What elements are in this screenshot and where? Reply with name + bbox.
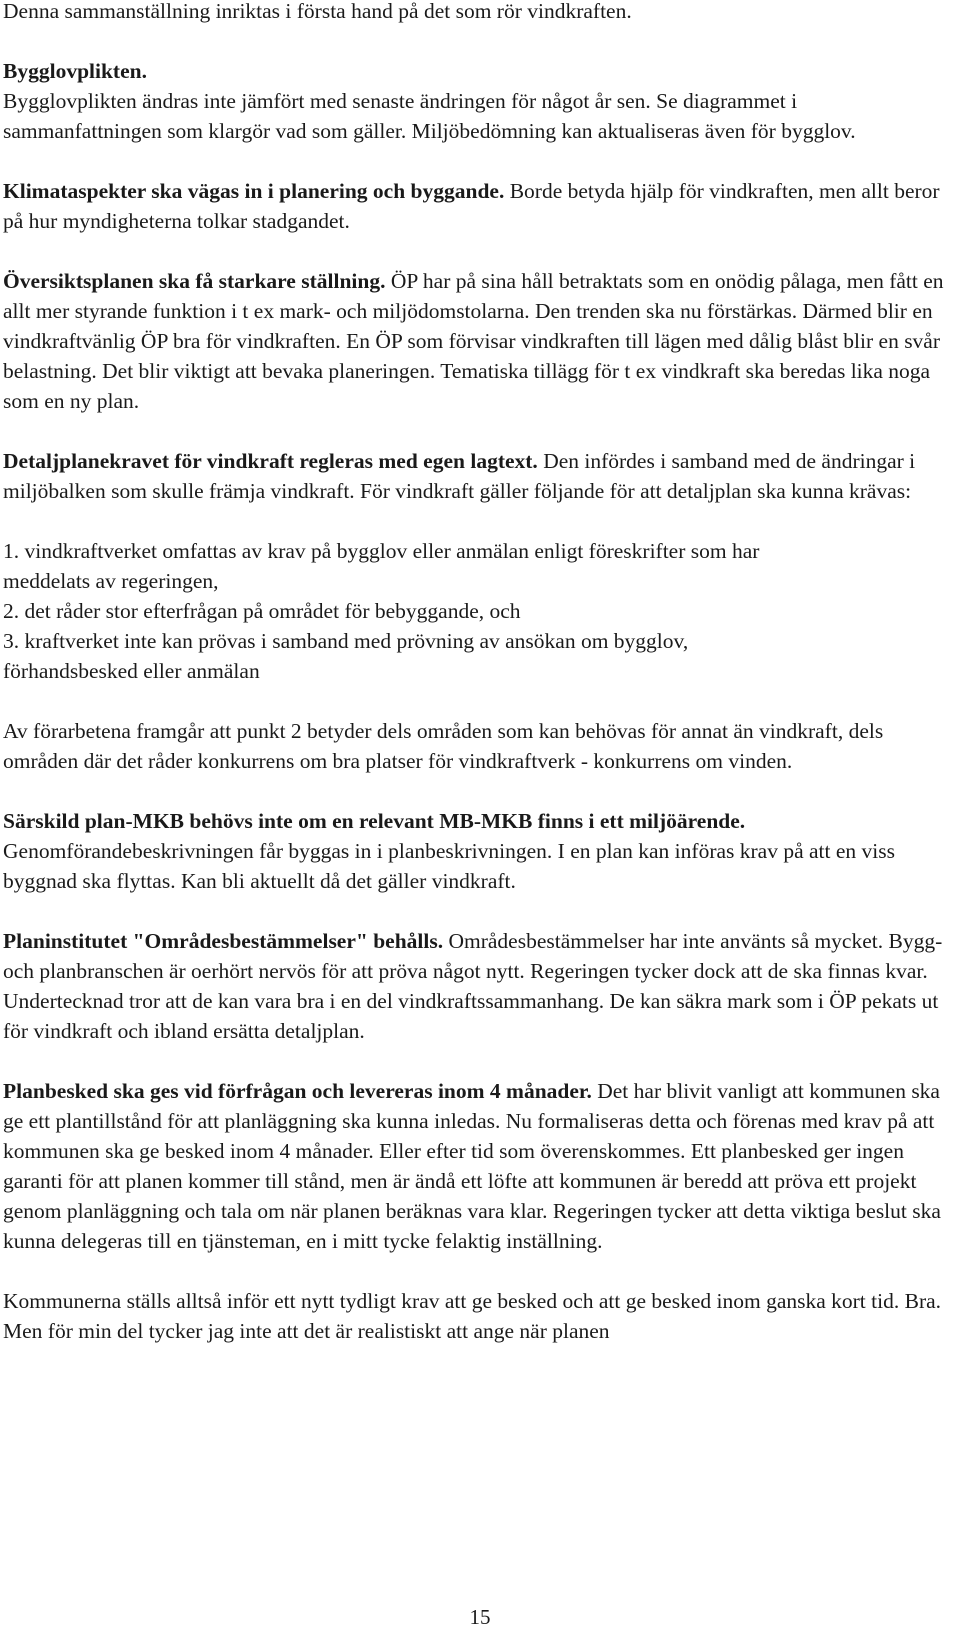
section-klimataspekter	[3, 176, 953, 236]
section-planbesked	[3, 1076, 953, 1256]
section-heading-bygglovplikten: Bygglovplikten.	[3, 59, 147, 83]
section-heading-plan-mkb: Särskild plan-MKB behövs inte om en relevant MB-MKB finns i ett miljöärende.	[3, 809, 746, 833]
section-body-klimataspekter: Borde betyda hjälp för vindkraften, men allt beror på hur myndigheterna tolkar stadgandet.	[3, 179, 940, 233]
section-heading-planbesked: Planbesked ska ges vid förfrågan och levereras inom 4 månader.	[3, 1079, 592, 1103]
section-omradesbestammelser	[3, 926, 953, 1046]
paragraph-kommunerna: Kommunerna ställs alltså inför ett nytt tydligt krav att ge besked och att ge besked inom ganska kort tid. Bra. Men för min del tycker jag inte att det är realistiskt att ange när planen	[3, 1289, 942, 1343]
section-heading-klimataspekter: Klimataspekter ska vägas in i planering och byggande.	[3, 179, 505, 203]
section-body-plan-mkb: Genomförandebeskrivningen får byggas in i planbeskrivningen. I en plan kan införas krav på att en viss byggnad ska flyttas. Kan bli aktuellt då det gäller vindkraft.	[3, 839, 895, 893]
page-number: 15	[469, 1605, 491, 1629]
section-body-oversiktsplanen: ÖP har på sina håll betraktats som en onödig pålaga, men fått en allt mer styrande funktion i t ex mark- och miljödomstolarna. Den trenden ska nu förstärkas. Därmed blir en vindkraftvänlig ÖP bra för vindkraften. En ÖP som förvisar vindkraften till lägen med dålig blåst blir en svår belastning. Det blir viktigt att bevaka planeringen. Tematiska tillägg för t ex vindkraft ska beredas lika noga som en ny plan.	[3, 269, 944, 413]
list-item: 3. kraftverket inte kan prövas i samband med prövning av ansökan om bygglov, förhandsbesked eller anmälan	[3, 629, 689, 683]
section-detaljplanekravet	[3, 446, 953, 506]
list-item: 1. vindkraftverket omfattas av krav på bygglov eller anmälan enligt föreskrifter som har meddelats av regeringen,	[3, 539, 760, 593]
intro-paragraph: Denna sammanställning inriktas i första hand på det som rör vindkraften.	[3, 0, 632, 23]
criteria-list	[3, 536, 953, 686]
list-item: 2. det råder stor efterfrågan på området för bebyggande, och	[3, 599, 521, 623]
section-heading-detaljplanekravet: Detaljplanekravet för vindkraft regleras med egen lagtext.	[3, 449, 538, 473]
section-plan-mkb	[3, 806, 953, 896]
section-heading-omradesbestammelser: Planinstitutet "Områdesbestämmelser" behålls.	[3, 929, 444, 953]
section-body-omradesbestammelser: Områdesbestämmelser har inte använts så mycket. Bygg- och planbranschen är oerhört nervös för att pröva något nytt. Regeringen tycker dock att de ska finnas kvar. Undertecknad tror att de kan vara bra i en del vindkraftssammanhang. De kan säkra mark som i ÖP pekats ut för vindkraft och ibland ersätta detaljplan.	[3, 929, 943, 1043]
document-page	[3, 0, 953, 1346]
section-oversiktsplanen	[3, 266, 953, 416]
section-body-bygglovplikten: Bygglovplikten ändras inte jämfört med senaste ändringen för något år sen. Se diagrammet i sammanfattningen som klargör vad som gäller. Miljöbedömning kan aktualiseras även för bygglov.	[3, 89, 856, 143]
section-body-planbesked: Det har blivit vanligt att kommunen ska ge ett plantillstånd för att planläggning ska kunna inledas. Nu formaliseras detta och förenas med krav på att kommunen ska ge besked inom 4 månader. Eller efter tid som överenskommes. Ett planbesked ger ingen garanti för att planen kommer till stånd, men är ändå ett löfte att kommunen är beredd att pröva ett projekt genom planläggning och tala om när planen beräknas vara klar. Regeringen tycker att detta viktiga beslut ska kunna delegeras till en tjänsteman, en i mitt tycke felaktig inställning.	[3, 1079, 941, 1253]
section-heading-oversiktsplanen: Översiktsplanen ska få starkare ställning.	[3, 269, 386, 293]
section-body-detaljplanekravet: Den infördes i samband med de ändringar i miljöbalken som skulle främja vindkraft. För vindkraft gäller följande för att detaljplan ska kunna krävas:	[3, 449, 916, 503]
paragraph-forarbeten: Av förarbetena framgår att punkt 2 betyder dels områden som kan behövas för annat än vindkraft, dels områden där det råder konkurrens om bra platser för vindkraftverk - konkurrens om vinden.	[3, 719, 884, 773]
section-bygglovplikten	[3, 56, 953, 146]
